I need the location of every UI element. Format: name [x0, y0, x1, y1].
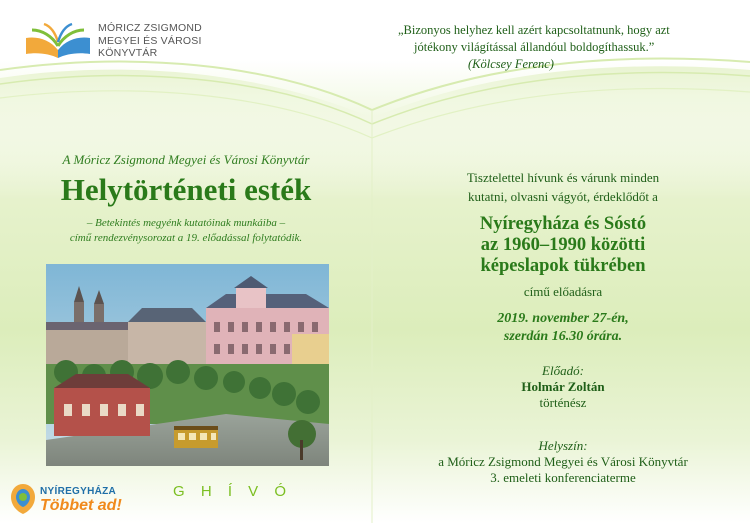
series-title: Helytörténeti esték: [60, 172, 312, 207]
speaker-role: történész: [539, 395, 587, 410]
library-book-logo-icon: [22, 20, 94, 60]
lecture-title-line-2: az 1960–1990 közötti: [480, 235, 646, 255]
venue-line-2: 3. emeleti konferenciaterme: [490, 470, 636, 485]
logo-line-2: MEGYEI ÉS VÁROSI: [98, 34, 202, 47]
quote-block: [398, 22, 728, 73]
intro-line-1: Tisztelettel hívunk és várunk minden: [466, 170, 660, 185]
intro-line-2: kutatni, olvasni vágyót, érdeklődőt a: [468, 189, 658, 204]
event-date: 2019. november 27-én,: [497, 311, 629, 326]
quote-author: (Kölcsey Ferenc): [468, 57, 554, 71]
invitation-intro: [398, 168, 728, 206]
organizer-line: A Móricz Zsigmond Megyei és Városi Könyvtár: [62, 152, 310, 167]
invitation-label: G H Í V Ó: [172, 483, 292, 500]
logo-line-3: KÖNYVTÁR: [98, 47, 158, 59]
subtitle-line-1: – Betekintés megyénk kutatóinak munkáiba –: [86, 217, 286, 229]
speaker-block: [398, 363, 728, 411]
speaker-name: Holmár Zoltán: [521, 379, 605, 394]
historic-postcard-image: [46, 264, 329, 466]
event-time: szerdán 16.30 órára.: [503, 329, 623, 344]
subtitle-line-2: című rendezvénysorozat a 19. előadással folytatódik.: [69, 232, 303, 244]
library-logo-text: [98, 22, 202, 60]
series-subtitle: [20, 216, 352, 246]
lecture-title-line-3: képeslapok tükrében: [480, 256, 646, 276]
lecture-title-line-1: Nyíregyháza és Sóstó: [479, 214, 647, 234]
speaker-label: Előadó:: [542, 363, 584, 378]
lecture-title: [398, 214, 728, 277]
event-datetime: [398, 310, 728, 346]
venue-line-1: a Móricz Zsigmond Megyei és Városi Könyvtár: [438, 454, 688, 469]
quote-line-2: jótékony világítással állandóul boldogíthassuk.”: [414, 40, 655, 54]
lecture-suffix: című előadásra: [523, 284, 603, 299]
logo-line-1: MÓRICZ ZSIGMOND: [98, 22, 202, 34]
nyiregyhaza-logo-icon: [8, 482, 38, 516]
city-slogan: Többet ad!: [40, 497, 122, 514]
venue-label: Helyszín:: [538, 438, 588, 453]
city-name: NYÍREGYHÁZA: [40, 486, 117, 497]
venue-block: [398, 438, 728, 486]
quote-line-1: „Bizonyos helyhez kell azért kapcsoltatnunk, hogy azt: [398, 23, 670, 37]
